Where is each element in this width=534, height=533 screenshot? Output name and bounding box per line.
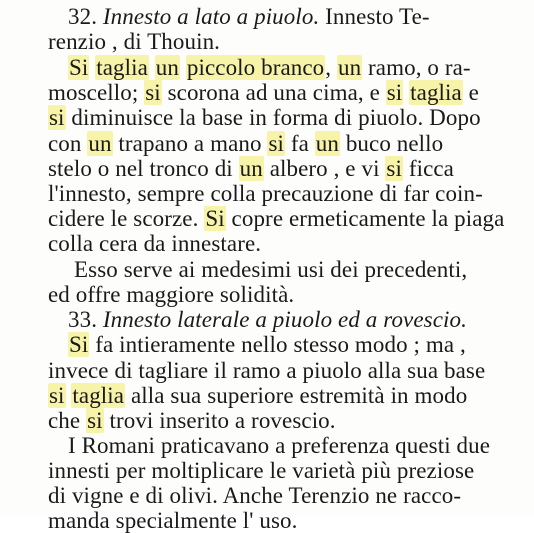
text-segment: copre ermeticamente la piaga [225,206,505,231]
text-segment: diminuisce la base in forma di piuolo. Dopo [65,105,481,130]
text-line [48,156,454,181]
text-segment: fa intieramente nello stesso modo ; ma , [89,332,466,357]
text-segment: con [48,131,88,156]
highlighted-word: piccolo branco [186,55,325,80]
text-segment: manda specialmente l' uso. [48,508,298,533]
text-line [48,383,467,408]
text-segment: buco nello [339,131,444,156]
text-line [48,358,485,383]
text-line [48,206,504,231]
text-line [48,231,261,256]
text-segment: renzio , di Thouin. [48,29,221,54]
highlighted-word: un [338,55,362,80]
text-line [68,55,471,80]
text-line [48,483,461,508]
text-segment: di vigne e di olivi. Anche Terenzio ne racco- [48,483,462,508]
text-line [48,282,294,307]
text-segment: trapano a mano [112,131,268,156]
highlighted-word: un [315,131,339,156]
text-segment: alla sua superiore estremità in modo [125,383,468,408]
highlighted-word: un [155,55,179,80]
text-line [68,4,430,29]
italic-heading-text: Innesto laterale a piuolo ed a rovescio. [102,307,467,332]
italic-heading-text: Innesto a lato a piuolo. [102,4,320,29]
text-segment: Esso serve ai medesimi usi dei precedenti, [74,257,468,282]
text-segment: colla cera da innestare. [48,231,262,256]
text-segment: Innesto Te- [319,4,430,29]
highlighted-word: si [268,131,284,156]
text-segment: stelo o nel tronco di [48,156,239,181]
highlighted-word: Si [205,206,225,231]
text-segment: I Romani praticavano a preferenza questi due [68,433,491,458]
text-segment: , [325,55,337,80]
highlighted-word: si [386,80,403,105]
text-segment [149,55,155,80]
text-segment: e [462,80,479,105]
text-line [48,408,336,433]
highlighted-word: Si [69,332,89,357]
text-segment: fa [284,131,315,156]
text-segment: moscello; [48,80,145,105]
text-segment [180,55,186,80]
highlighted-word: un [88,131,112,156]
text-segment: cidere le scorze. [48,206,205,231]
text-segment: innesti per moltiplicare le varietà più preziose [48,458,475,483]
text-line [48,458,474,483]
text-segment: ramo, o ra- [362,55,471,80]
highlighted-word: si [49,105,65,130]
highlighted-word: taglia [72,383,125,408]
text-line [74,257,467,282]
text-line [48,181,483,206]
text-line [68,332,466,357]
highlighted-word: taglia [96,55,148,80]
text-segment: ed offre maggiore solidità. [48,282,295,307]
highlighted-word: Si [69,55,89,80]
text-line [48,29,220,54]
text-line [48,105,481,130]
text-segment: ficca [402,156,454,181]
text-segment: che [48,408,87,433]
text-line [68,433,490,458]
highlighted-word: taglia [410,80,462,105]
text-line [48,131,443,156]
text-line [68,307,467,332]
highlighted-word: si [386,156,402,181]
highlighted-word: un [239,156,263,181]
text-segment: 33. [68,307,103,332]
text-segment: scorona ad una cima, e [161,80,386,105]
text-line [48,80,479,105]
text-segment: invece di tagliare il ramo a piuolo alla sua base [48,358,486,383]
text-segment: albero , e vi [263,156,386,181]
text-segment: trovi inserito a rovescio. [103,408,336,433]
highlighted-word: si [87,408,103,433]
text-segment: 32. [68,4,103,29]
text-line [48,508,297,533]
highlighted-word: si [145,80,161,105]
highlighted-word: si [49,383,65,408]
text-segment: l'innesto, sempre colla precauzione di far coin- [48,181,483,206]
